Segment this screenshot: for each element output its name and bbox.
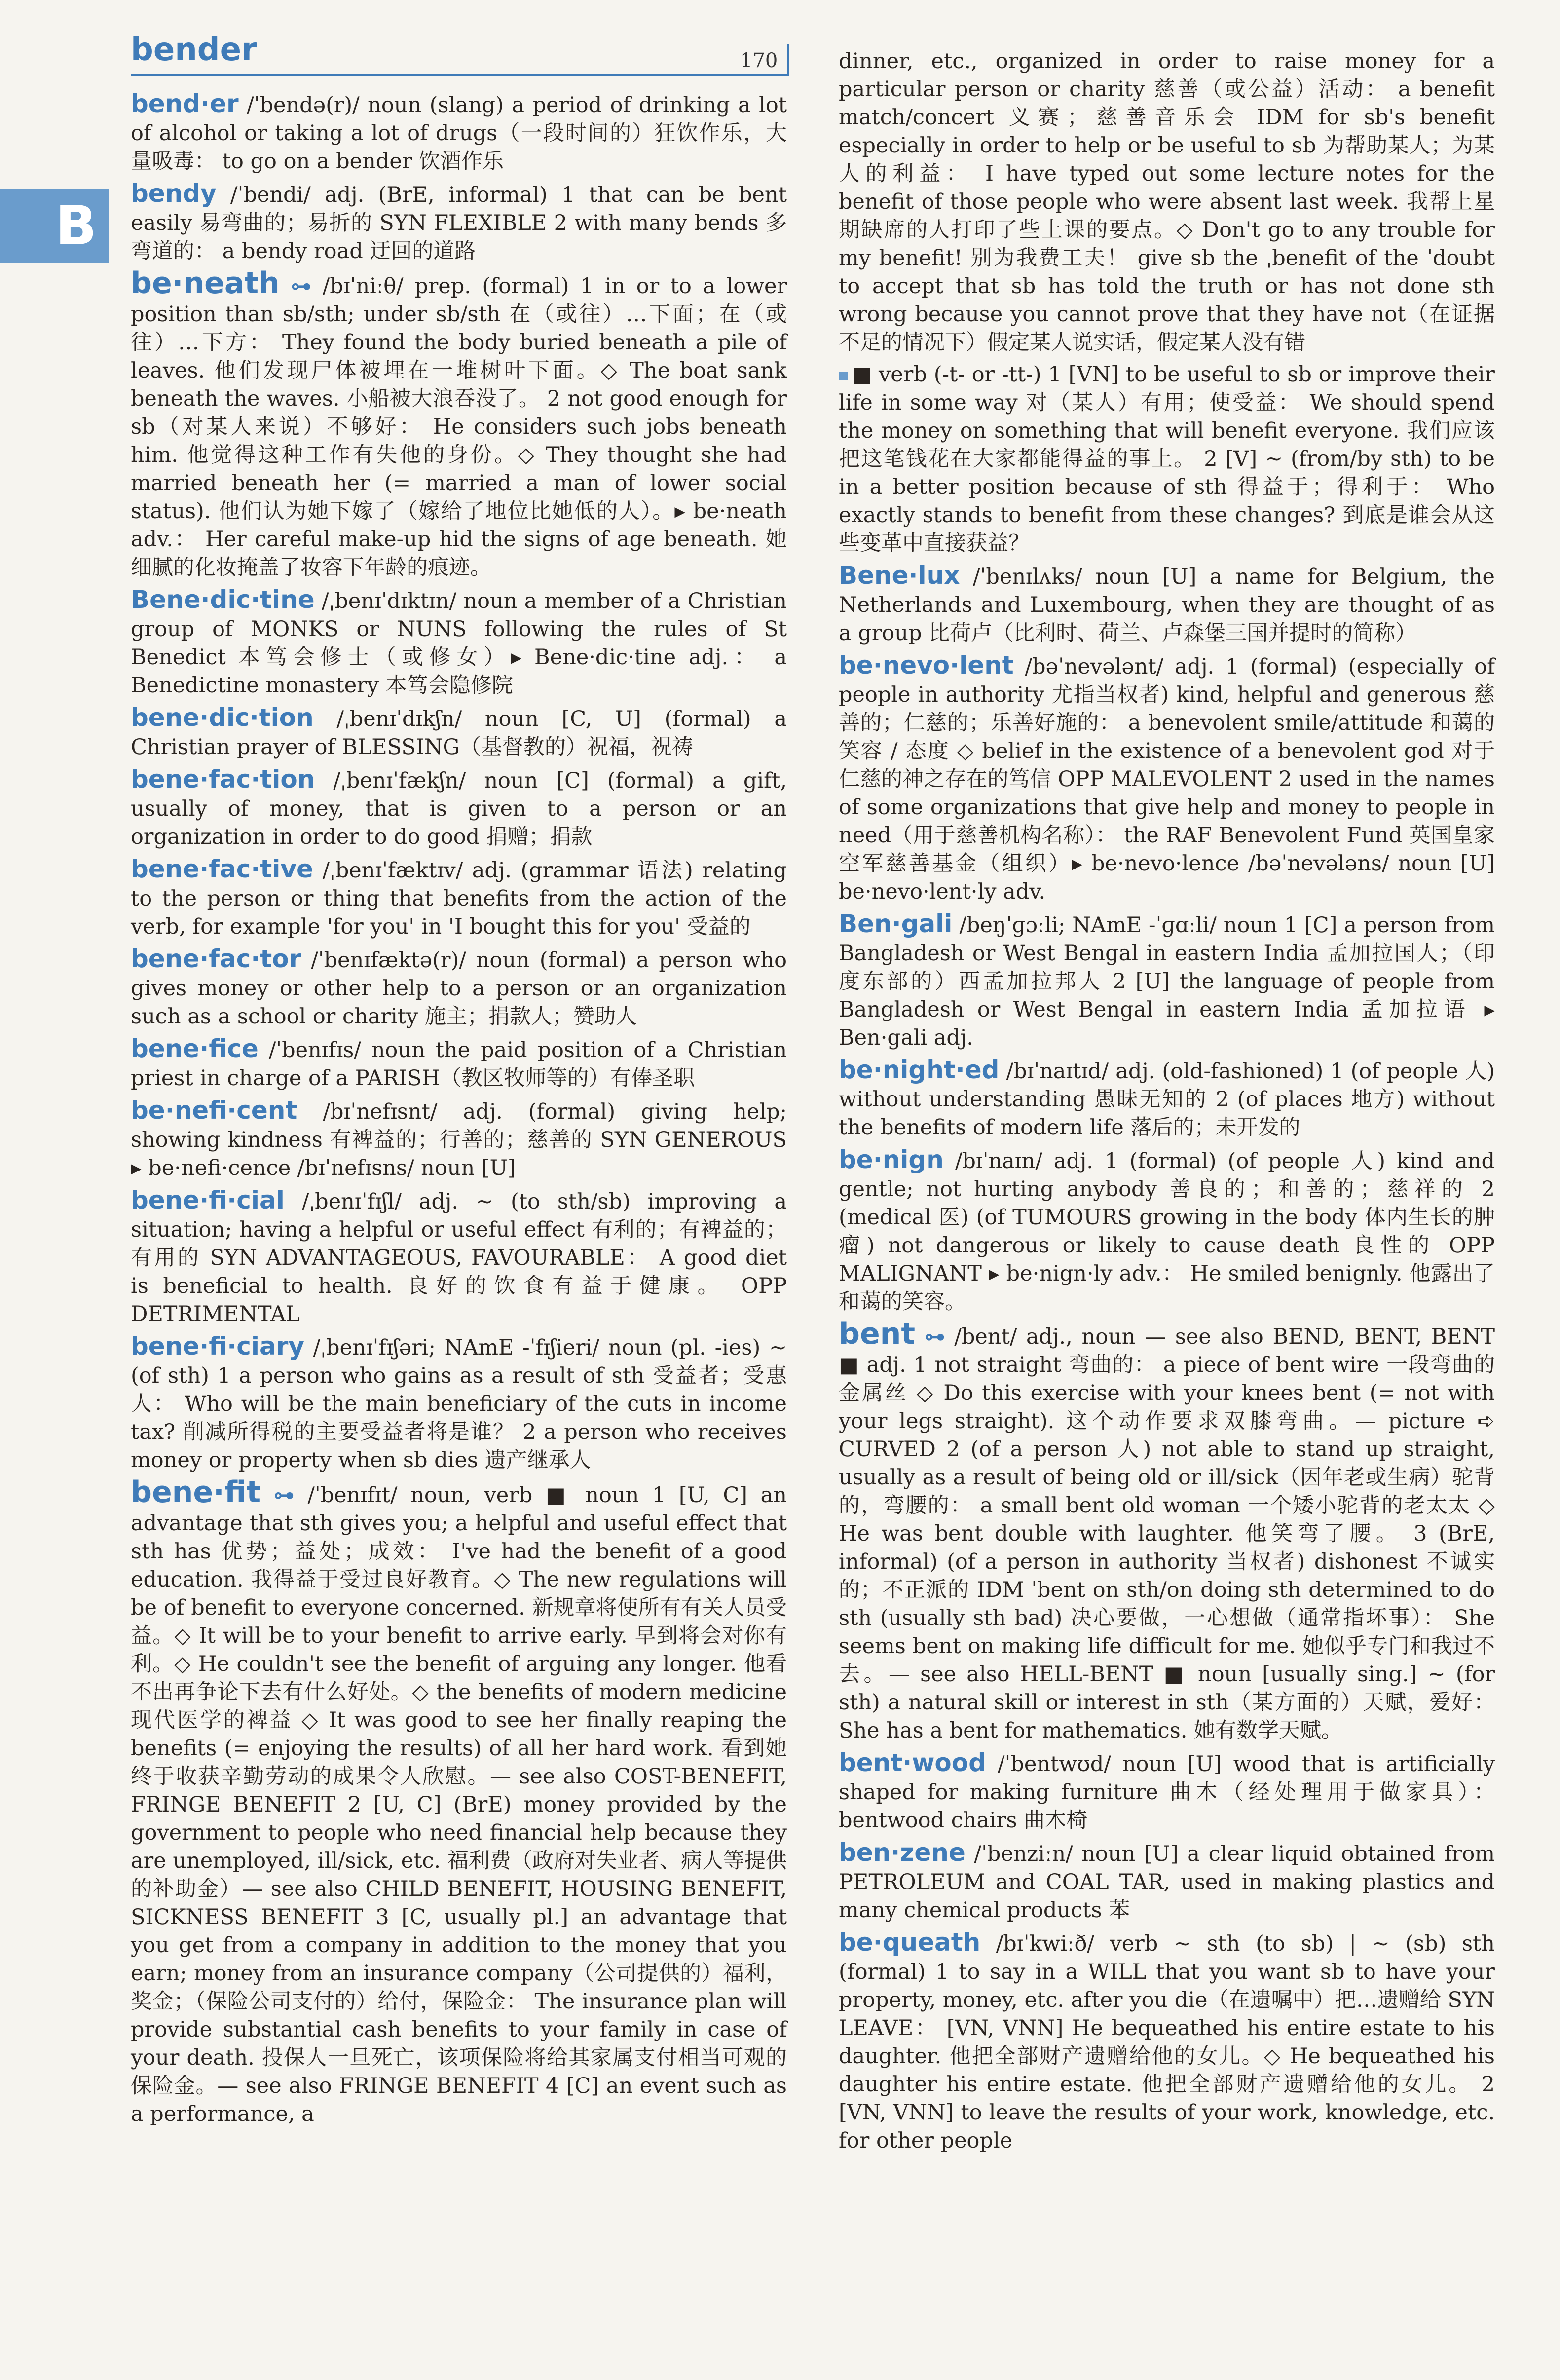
headword: be·nefi·cent: [131, 1096, 297, 1125]
entry: [131, 704, 787, 761]
entry-body: /ˈbendə(r)/ noun (slang) a period of drinking a lot of alcohol or taking a lot of drugs（一段时间的）狂饮作乐，大量吸毒： to go on a bender 饮酒作乐: [131, 93, 787, 174]
headword: be·nign: [839, 1145, 944, 1174]
entry: [131, 1332, 787, 1474]
entry: [131, 1035, 787, 1093]
headword: bendy: [131, 179, 217, 208]
headword: bend·er: [131, 89, 239, 118]
entry-body: /bɪˈnaɪn/ adj. 1 (formal) (of people 人) kind and gentle; not hurting anybody 善良的；和善的；慈祥的 2 (medical 医) (of TUMOURS growing in the body 体内生长的肿瘤) not dangerous or likely to cause death 良性的 OPP MALIGNANT ▸ be·nign·ly adv.： He smiled benignly. 他露出了和蔼的笑容。: [839, 1149, 1495, 1314]
headword: bene·fi·cial: [131, 1186, 285, 1214]
entry: [839, 1317, 1495, 1745]
entry-body: /ˈbenɪfæktə(r)/ noun (formal) a person who gives money or other help to a person or an organization such as a school or charity 施主；捐款人；赞助人: [131, 948, 787, 1029]
headword: bene·fac·tive: [131, 855, 313, 883]
entry-body: /ˌbenɪˈdɪkʃn/ noun [C, U] (formal) a Christian prayer of BLESSING（基督教的）祝福，祝祷: [131, 707, 787, 759]
left-column: [131, 90, 787, 2132]
headword: be·neath: [131, 266, 280, 301]
entry-body: /ˌbenɪˈdɪktɪn/ noun a member of a Christian group of MONKS or NUNS following the rules of St Benedict 本笃会修士（或修女）▸ Bene·dic·tine adj.： a Benedictine monastery 本笃会隐修院: [131, 589, 787, 698]
headword: ben·zene: [839, 1838, 966, 1867]
entry-body: /bɪˈkwiːð/ verb ~ sth (to sb) | ~ (sb) sth (formal) 1 to say in a WILL that you want sb to have your property, money, etc. after you die（在遗嘱中）把…遗赠给 SYN LEAVE： [VN, VNN] He bequeathed his entire estate to his daughter. 他把全部财产遗赠给他的女儿。◇ He bequeathed his daughter his entire estate. 他把全部财产遗赠给他的女儿。 2 [VN, VNN] to leave the results of your work, knowledge, etc. for other people: [839, 1931, 1495, 2153]
entry-body: /ˌbenɪˈfæktɪv/ adj. (grammar 语法) relating to the person or thing that benefits from the action of the verb, for example 'for you' in 'I bought this for you' 受益的: [131, 858, 787, 939]
entry-body: /ˌbenɪˈfækʃn/ noun [C] (formal) a gift, usually of money, that is given to a person or an organization in order to do good 捐赠；捐款: [131, 768, 787, 849]
entry-body: /ˈbenɪlʌks/ noun [U] a name for Belgium, the Netherlands and Luxembourg, when they are thought of as a group 比荷卢（比利时、荷兰、卢森堡三国并提时的简称）: [839, 565, 1495, 645]
entry: [131, 586, 787, 700]
entry: [131, 180, 787, 265]
headword: bent: [839, 1317, 916, 1351]
entry: [839, 1056, 1495, 1142]
entry: [839, 1749, 1495, 1835]
headword: bene·fi·ciary: [131, 1332, 305, 1360]
entry: [131, 945, 787, 1031]
entry-body: /bəˈnevələnt/ adj. 1 (formal) (especially of people in authority 尤指当权者) kind, helpful and generous 慈善的；仁慈的；乐善好施的： a benevolent smile/attitude 和蔼的笑容 / 态度 ◇ belief in the existence of a benevolent god 对于仁慈的神之存在的笃信 OPP MALEVOLENT 2 used in the names of some organizations that give help and money to people in need（用于慈善机构名称）： the RAF Benevolent Fund 英国皇家空军慈善基金（组织）▸ be·nevo·lence /bəˈnevələns/ noun [U] be·nevo·lent·ly adv.: [839, 654, 1495, 904]
entry: [839, 1146, 1495, 1316]
entry-body: ■ verb (-t- or -tt-) 1 [VN] to be useful to sb or improve their life in some way 对（某人）有用；使受益： We should spend the money on something that will benefit everyone. 我们应该把这笔钱花在大家都能得益的事上。 2 [V] ~ (from/by sth) to be in a better position because of sth 得益于；得利于： Who exactly stands to benefit from these changes? 到底是谁会从这些变革中直接获益？: [839, 362, 1495, 556]
entry: [839, 562, 1495, 647]
entry-body: dinner, etc., organized in order to raise money for a particular person or charity 慈善（或公益）活动： a benefit match/concert 义赛；慈善音乐会 IDM for sb's benefit especially in order to help or be useful to sb 为帮助某人；为某人的利益： I have typed out some lecture notes for the benefit of those people who were absent last week. 我帮上星期缺席的人打印了些上课的要点。◇ Don't go to any trouble for my benefit! 别为我费工夫！ give sb the ˌbenefit of the ˈdoubt to accept that sb has told the truth or has not done sth wrong because you cannot prove that they have not（在证据不足的情况下）假定某人说实话，假定某人没有错: [839, 49, 1495, 355]
entry: [839, 361, 1495, 558]
entry-body: /ˈbenɪfɪt/ noun, verb ■ noun 1 [U, C] an advantage that sth gives you; a helpful and useful effect that sth has 优势；益处；成效： I've had the benefit of a good education. 我得益于受过良好教育。◇ The new regulations will be of benefit to everyone concerned. 新规章将使所有有关人员受益。◇ It will be to your benefit to arrive early. 早到将会对你有利。◇ He couldn't see the benefit of arguing any longer. 他看不出再争论下去有什么好处。◇ the benefits of modern medicine 现代医学的裨益 ◇ It was good to see her finally reaping the benefits (= enjoying the results) of all her hard work. 看到她终于收获辛勤劳动的成果令人欣慰。— see also COST-BENEFIT, FRINGE BENEFIT 2 [U, C] (BrE) money provided by the government to people who need financial help because they are unemployed, ill/sick, etc. 福利费（政府对失业者、病人等提供的补助金）— see also CHILD BENEFIT, HOUSING BENEFIT, SICKNESS BENEFIT 3 [C, usually pl.] an advantage that you get from a company in addition to the money that you earn; money from an insurance company（公司提供的）福利，奖金；（保险公司支付的）给付，保险金： The insurance plan will provide substantial cash benefits to your family in case of your death. 投保人一旦死亡，该项保险将给其家属支付相当可观的保险金。— see also FRINGE BENEFIT 4 [C] an event such as a performance, a: [131, 1483, 787, 2126]
headword: bene·dic·tion: [131, 703, 314, 732]
entry: [131, 855, 787, 941]
entry-body: /ˈbenziːn/ noun [U] a clear liquid obtained from PETROLEUM and COAL TAR, used in making plastics and many chemical products 苯: [839, 1842, 1495, 1923]
entry-body: /ˈbenɪfɪs/ noun the paid position of a Christian priest in charge of a PARISH（教区牧师等的）有俸圣职: [131, 1038, 787, 1091]
key-icon: ⊶: [924, 1324, 945, 1349]
entry: [131, 1475, 787, 2128]
entry-body: /ˈbendi/ adj. (BrE, informal) 1 that can be bent easily 易弯曲的；易折的 SYN FLEXIBLE 2 with many bends 多弯道的： a bendy road 迂回的道路: [131, 183, 787, 264]
entry: [839, 1928, 1495, 2155]
entry: [839, 47, 1495, 357]
thumb-index-tab: B: [0, 189, 109, 263]
header-tick: [787, 44, 789, 76]
entry: [839, 651, 1495, 906]
headword: bene·fice: [131, 1034, 259, 1063]
guide-word: bender: [131, 32, 257, 68]
section-marker-icon: [839, 372, 848, 380]
entry: [131, 90, 787, 176]
entry: [131, 266, 787, 582]
page-number: 170: [740, 49, 778, 72]
entry: [839, 910, 1495, 1052]
headword: bene·fac·tion: [131, 765, 315, 793]
entry-body: /bent/ adj., noun — see also BEND, BENT, BENT ■ adj. 1 not straight 弯曲的： a piece of bent wire 一段弯曲的金属丝 ◇ Do this exercise with your knees bent (= not with your legs straight). 这个动作要求双膝弯曲。— picture ➪ CURVED 2 (of a person 人) not able to stand up straight, usually as a result of being old or ill/sick（因年老或生病）驼背的，弯腰的： a small bent old woman 一个矮小驼背的老太太 ◇ He was bent double with laughter. 他笑弯了腰。 3 (BrE, informal) (of a person in authority 当权者) dishonest 不诚实的；不正派的 IDM ˈbent on sth/on doing sth determined to do sth (usually sth bad) 决心要做，一心想做（通常指坏事）： She seems bent on making life difficult for me. 她似乎专门和我过不去。— see also HELL-BENT ■ noun [usually sing.] ~ (for sth) a natural skill or interest in sth（某方面的）天赋，爱好： She has a bent for mathematics. 她有数学天赋。: [839, 1324, 1495, 1743]
entry: [131, 765, 787, 851]
entry-body: /ˈbentwʊd/ noun [U] wood that is artificially shaped for making furniture 曲木（经处理用于做家具）： bentwood chairs 曲木椅: [839, 1752, 1495, 1833]
header-rule: [131, 74, 787, 76]
entry: [839, 1839, 1495, 1925]
entry-body: /bɪˈnefɪsnt/ adj. (formal) giving help; showing kindness 有裨益的；行善的；慈善的 SYN GENEROUS ▸ be·nefi·cence /bɪˈnefɪsns/ noun [U]: [131, 1099, 787, 1180]
headword: be·night·ed: [839, 1056, 1000, 1084]
entry-body: /ˌbenɪˈfɪʃəri; NAmE -ˈfɪʃieri/ noun (pl. -ies) ~ (of sth) 1 a person who gains as a result of sth 受益者；受惠人： Who will be the main beneficiary of the cuts in income tax? 削减所得税的主要受益者将是谁？ 2 a person who receives money or property when sb dies 遗产继承人: [131, 1335, 787, 1473]
entry: [131, 1186, 787, 1328]
headword: bene·fit: [131, 1475, 260, 1510]
entry-body: /ˌbenɪˈfɪʃl/ adj. ~ (to sth/sb) improving a situation; having a helpful or useful effect 有利的；有裨益的；有用的 SYN ADVANTAGEOUS, FAVOURABLE： A good diet is beneficial to health. 良好的饮食有益于健康。 OPP DETRIMENTAL: [131, 1189, 787, 1326]
headword: Bene·lux: [839, 561, 960, 590]
right-column: [839, 47, 1495, 2159]
headword: Bene·dic·tine: [131, 585, 315, 614]
headword: be·nevo·lent: [839, 651, 1014, 680]
headword: bent·wood: [839, 1748, 986, 1777]
headword: Ben·gali: [839, 909, 953, 938]
entry: [131, 1096, 787, 1182]
entry-body: /bɪˈnaɪtɪd/ adj. (old-fashioned) 1 (of people 人) without understanding 愚昧无知的 2 (of places 地方) without the benefits of modern life 落后的；未开发的: [839, 1059, 1495, 1140]
headword: be·queath: [839, 1928, 981, 1957]
headword: bene·fac·tor: [131, 944, 301, 973]
entry-body: /bɪˈniːθ/ prep. (formal) 1 in or to a lower position than sb/sth; under sb/sth 在（或往）…下面；在（或往）…下方： They found the body buried beneath a pile of leaves. 他们发现尸体被埋在一堆树叶下面。◇ The boat sank beneath the waves. 小船被大浪吞没了。 2 not good enough for sb（对某人来说）不够好： He considers such jobs beneath him. 他觉得这种工作有失他的身份。◇ They thought she had married beneath her (= married a man of lower social status). 他们认为她下嫁了（嫁给了地位比她低的人）。▸ be·neath adv.： Her careful make-up hid the signs of age beneath. 她细腻的化妆掩盖了妆容下年龄的痕迹。: [131, 274, 787, 580]
key-icon: ⊶: [273, 1483, 295, 1507]
entry-body: /beŋˈɡɔːli; NAmE -ˈɡɑːli/ noun 1 [C] a person from Bangladesh or West Bengal in eastern India 孟加拉国人；（印度东部的）西孟加拉邦人 2 [U] the language of people from Bangladesh or West Bengal in eastern India 孟加拉语 ▸ Ben·gali adj.: [839, 913, 1495, 1050]
key-icon: ⊶: [291, 274, 312, 298]
